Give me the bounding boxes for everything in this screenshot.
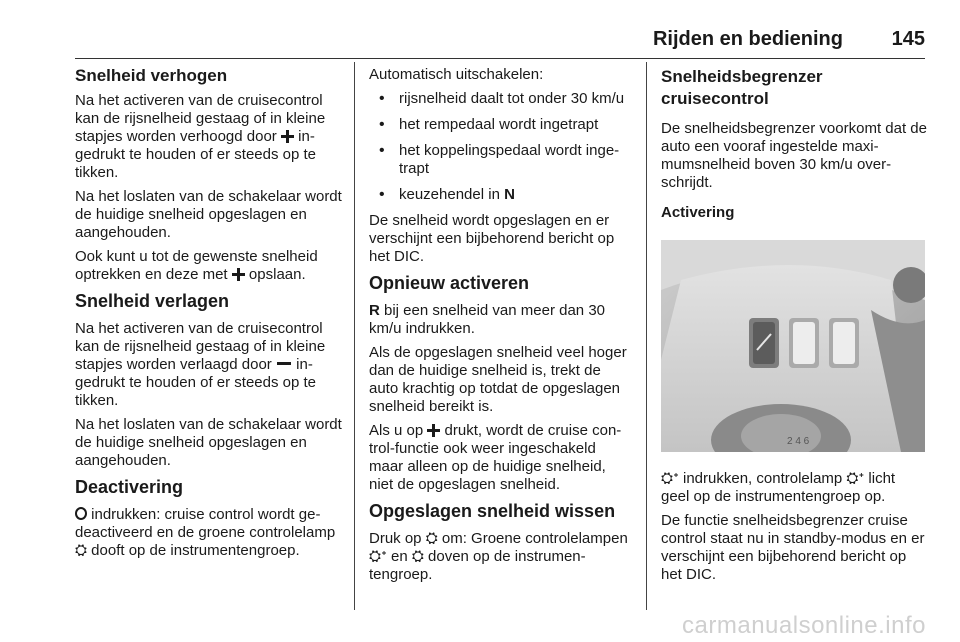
column-divider-2 <box>646 62 647 610</box>
para-reactivate-3: Als u op drukt, wordt de cruise control-functie ook weer ingeschakeld maar alleen op de huidige snelheid, niet de opgeslagen snelheid. <box>369 422 622 493</box>
list-item: • rijsnelheid daalt tot onder 30 km/u <box>369 90 633 108</box>
para-reactivate-2: Als de opgeslagen snelheid veel hoger dan de huidige snelheid is, trekt de auto krachtig op totdat de opgeslagen snelheid bereikt is. <box>369 344 627 415</box>
heading-clear-speed: Opgeslagen snelheid wissen <box>369 501 616 521</box>
column-1 <box>75 66 343 566</box>
para-raise-1: Na het activeren van de cruisecontrol kan de rijsnelheid gestaag of in kleine stapjes worden verhoogd door ingedrukt te houden of er steeds op te tikken. <box>75 92 326 181</box>
resume-key-label: R <box>369 302 380 319</box>
page-number: 145 <box>891 28 925 50</box>
list-item: • keuzehendel in N <box>369 186 633 204</box>
para-raise-3: Ook kunt u tot de gewenste snelheid optrekken en deze met opslaan. <box>75 248 318 283</box>
auto-off-list <box>369 90 633 204</box>
plus-icon <box>232 268 245 281</box>
para-lower-1: Na het activeren van de cruisecontrol kan de rijsnelheid gestaag of in kleine stapjes worden verlaagd door ingedrukt te houden of er steeds op te tikken. <box>75 320 326 409</box>
heading-lower-speed: Snelheid verlagen <box>75 291 230 311</box>
plus-icon <box>427 424 440 437</box>
heading-deactivation: Deactivering <box>75 477 184 497</box>
heading-reactivate: Opnieuw activeren <box>369 273 530 293</box>
list-item: • het koppelingspedaal wordt ingetrapt <box>369 142 633 178</box>
gear-n-label: N <box>504 186 515 203</box>
header-rule <box>75 58 925 59</box>
para-clear: Druk op ⛭ om: Groene controlelampen ⛭ᐩ en ⛭ doven op de instrumentengroep. <box>369 530 628 583</box>
para-reactivate-1: R bij een snelheid van meer dan 30 km/u indrukken. <box>369 302 605 337</box>
page-header <box>75 28 925 58</box>
para-press: ⛭ᐩ indrukken, controlelamp ⛭ᐩ licht geel op de instrumentengroep op. <box>661 470 896 505</box>
minus-icon <box>277 362 291 365</box>
para-stored: De snelheid wordt opgeslagen en er verschijnt een bijbehorend bericht op het DIC. <box>369 212 615 265</box>
heading-speed-limiter: Snelheidsbegrenzer cruisecontrol <box>661 67 823 108</box>
section-title: Rijden en bediening <box>652 28 843 50</box>
watermark: carmanualsonline.info <box>682 612 926 639</box>
heading-activation: Activering <box>661 204 735 221</box>
para-raise-2: Na het loslaten van de schakelaar wordt de huidige snelheid opgeslagen en aangehouden. <box>75 188 342 241</box>
para-lower-2: Na het loslaten van de schakelaar wordt de huidige snelheid opgeslagen en aangehouden. <box>75 416 342 469</box>
para-limiter: De snelheidsbegrenzer voorkomt dat de auto een vooraf ingestelde maximumsnelheid boven 30 km/u overschrijdt. <box>661 120 927 191</box>
heading-raise-speed: Snelheid verhogen <box>75 66 228 85</box>
console-illustration <box>661 240 925 452</box>
column-2 <box>369 66 633 590</box>
para-deactivation: indrukken: cruise control wordt gedeactiveerd en de groene controlelamp ⛭ dooft op de instrumentengroep. <box>75 506 336 559</box>
column-3 <box>661 66 927 590</box>
cancel-ring-icon <box>75 507 87 520</box>
para-standby: De functie snelheidsbegrenzer cruise control staat nu in standby-modus en er verschijnt een bijbehorend bericht op het DIC. <box>661 512 925 583</box>
gear-pattern-label: 2 4 6 <box>787 436 810 447</box>
plus-icon <box>281 130 294 143</box>
console-switch-photo <box>661 240 925 452</box>
para-auto-off: Automatisch uitschakelen: <box>369 66 544 83</box>
column-divider-1 <box>354 62 355 610</box>
list-item: • het rempedaal wordt ingetrapt <box>369 116 633 134</box>
